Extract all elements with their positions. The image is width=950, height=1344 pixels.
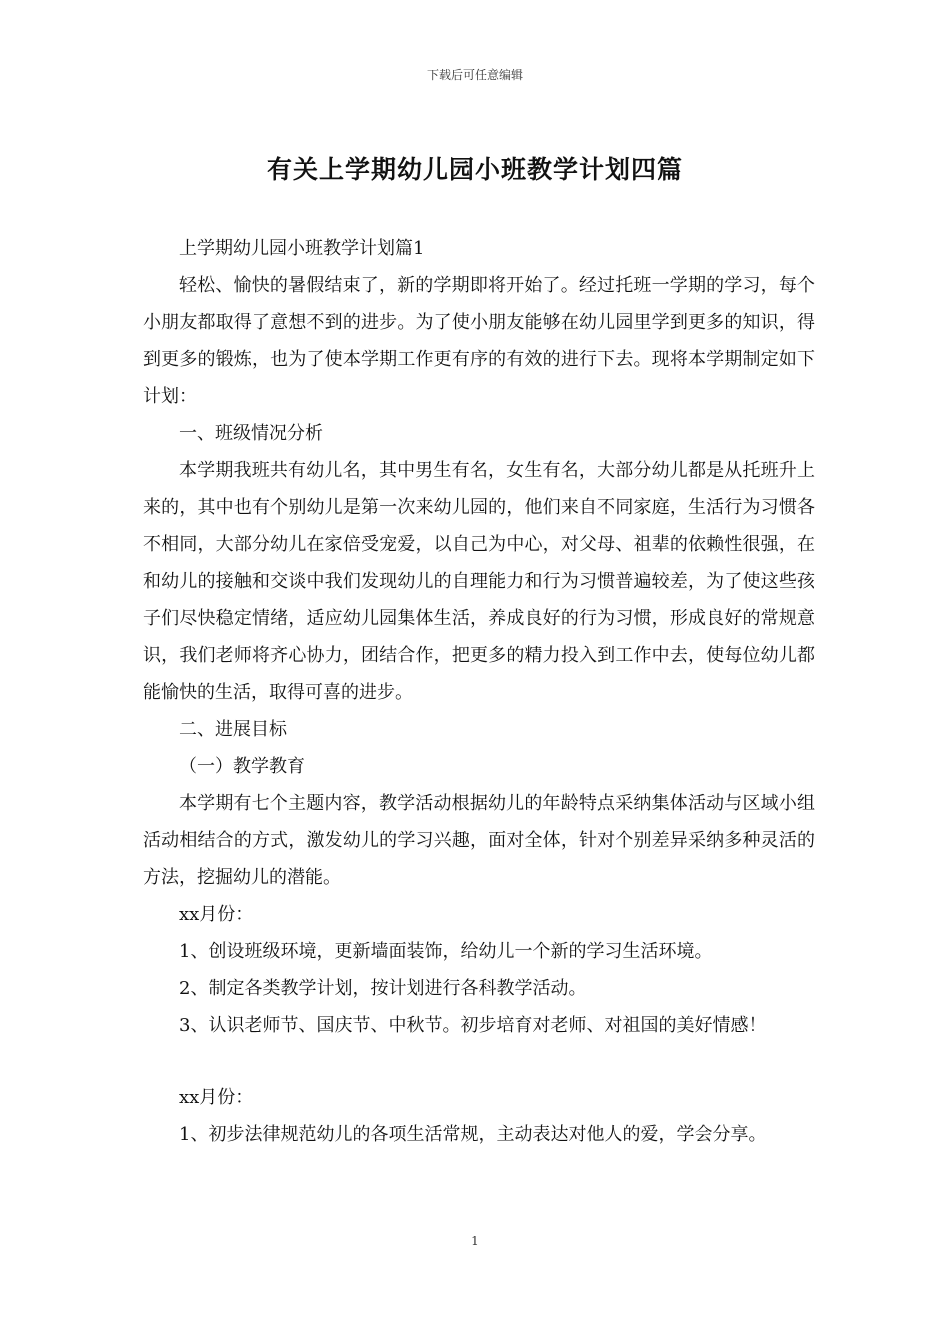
month-heading: xx月份： (179, 904, 254, 925)
paragraph: 轻松、愉快的暑假结束了，新的学期即将开始了。经过托班一学期的学习，每个小朋友都取得了意想不到的进步。为了使小朋友能够在幼儿园里学到更多的知识，得到更多的锻炼，也为了使本学期工作更有序的有效的进行下去。现将本学期制定如下计划： (143, 275, 815, 407)
header-note: 下载后可任意编辑 (426, 68, 523, 82)
list-item: 1、初步法律规范幼儿的各项生活常规，主动表达对他人的爱，学会分享。 (179, 1124, 767, 1145)
month-heading: xx月份： (179, 1087, 254, 1108)
page-number: 1 (471, 1234, 479, 1248)
paragraph: 本学期有七个主题内容，教学活动根据幼儿的年龄特点采纳集体活动与区域小组活动相结合的方式，激发幼儿的学习兴趣，面对全体，针对个别差异采纳多种灵活的方法，挖掘幼儿的潜能。 (143, 793, 815, 888)
document-body (143, 230, 815, 1153)
document-title: 有关上学期幼儿园小班教学计划四篇 (266, 155, 683, 184)
list-item: 1、创设班级环境，更新墙面装饰，给幼儿一个新的学习生活环境。 (179, 941, 713, 962)
section-heading: 二、进展目标 (179, 719, 287, 740)
section-heading: 一、班级情况分析 (179, 423, 323, 444)
section-heading: 上学期幼儿园小班教学计划篇1 (179, 238, 425, 259)
list-item: 3、认识老师节、国庆节、中秋节。初步培育对老师、对祖国的美好情感！ (179, 1015, 767, 1036)
paragraph: 本学期我班共有幼儿名，其中男生有名，女生有名，大部分幼儿都是从托班升上来的，其中也有个别幼儿是第一次来幼儿园的，他们来自不同家庭，生活行为习惯各不相同，大部分幼儿在家倍受宠爱，以自己为中心，对父母、祖辈的依赖性很强，在和幼儿的接触和交谈中我们发现幼儿的自理能力和行为习惯普遍较差，为了使这些孩子们尽快稳定情绪，适应幼儿园集体生活，养成良好的行为习惯，形成良好的常规意识，我们老师将齐心协力，团结合作，把更多的精力投入到工作中去，使每位幼儿都能愉快的生活，取得可喜的进步。 (143, 460, 815, 703)
list-item: 2、制定各类教学计划，按计划进行各科教学活动。 (179, 978, 587, 999)
subsection-heading: （一）教学教育 (179, 756, 305, 777)
